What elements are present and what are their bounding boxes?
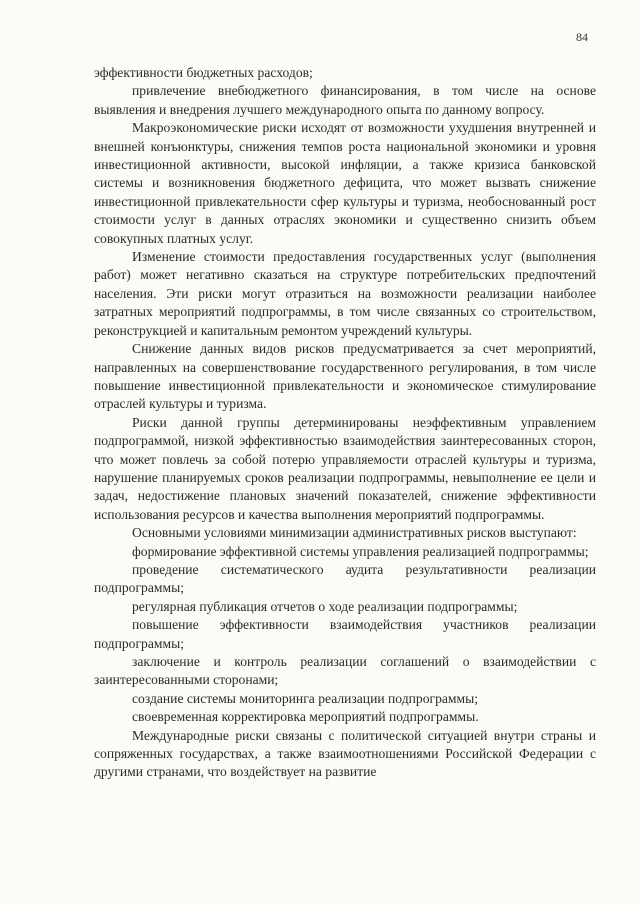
list-item: повышение эффективности взаимодействия участников реализации подпрограммы; [94,617,596,651]
paragraph: эффективности бюджетных расходов; [94,65,313,80]
list-item: регулярная публикация отчетов о ходе реализации подпрограммы; [132,598,518,614]
paragraph: Международные риски связаны с политической ситуацией внутри страны и сопряженных государствах, а также взаимоотношениями Российской Федерации с другими странами, что воздействует на развитие [94,727,596,780]
page-number: 84 [576,30,588,44]
list-item: своевременная корректировка мероприятий подпрограммы. [132,709,479,725]
paragraph: Изменение стоимости предоставления государственных услуг (выполнения работ) может негативно сказаться на структуре потребительских предпочтений населения. Эти риски могут отразиться на возможности реализации наиболее затратных мероприятий подпрограммы, в том числе связанных со строительством, реконструкцией и капитальным ремонтом учреждений культуры. [94,249,596,338]
document-body [94,64,596,782]
list-item: создание системы мониторинга реализации подпрограммы; [132,690,479,706]
paragraph: Макроэкономические риски исходят от возможности ухудшения внутренней и внешней конъюнктуры, снижения темпов роста национальной экономики и уровня инвестиционной активности, высокой инфляции, а также кризиса банковской системы и возникновения бюджетного дефицита, что может вызвать снижение инвестиционной привлекательности сфер культуры и туризма, необоснованный рост стоимости услуг в данных отраслях экономики и существенно снизить объем совокупных платных услуг. [94,120,596,246]
paragraph: Снижение данных видов рисков предусматривается за счет мероприятий, направленных на совершенствование государственного регулирования, в том числе повышение инвестиционной привлекательности и экономическое стимулирование отраслей культуры и туризма. [94,341,596,412]
paragraph: привлечение внебюджетного финансирования, в том числе на основе выявления и внедрения лучшего международного опыта по данному вопросу. [94,83,596,117]
list-item: формирование эффективной системы управления реализацией подпрограммы; [132,543,589,559]
list-item: проведение систематического аудита результативности реализации подпрограммы; [94,561,596,596]
paragraph: Основными условиями минимизации административных рисков выступают: [132,525,577,541]
list-item: заключение и контроль реализации соглашений о взаимодействии с заинтересованными сторонами; [94,654,596,688]
paragraph: Риски данной группы детерминированы неэффективным управлением подпрограммой, низкой эффективностью взаимодействия заинтересованных сторон, что может повлечь за собой потерю управляемости отраслей культуры и туризма, нарушение планируемых сроков реализации подпрограммы, невыполнение ее цели и задач, недостижение плановых значений показателей, снижение эффективности использования ресурсов и качества выполнения мероприятий подпрограммы. [94,414,596,522]
